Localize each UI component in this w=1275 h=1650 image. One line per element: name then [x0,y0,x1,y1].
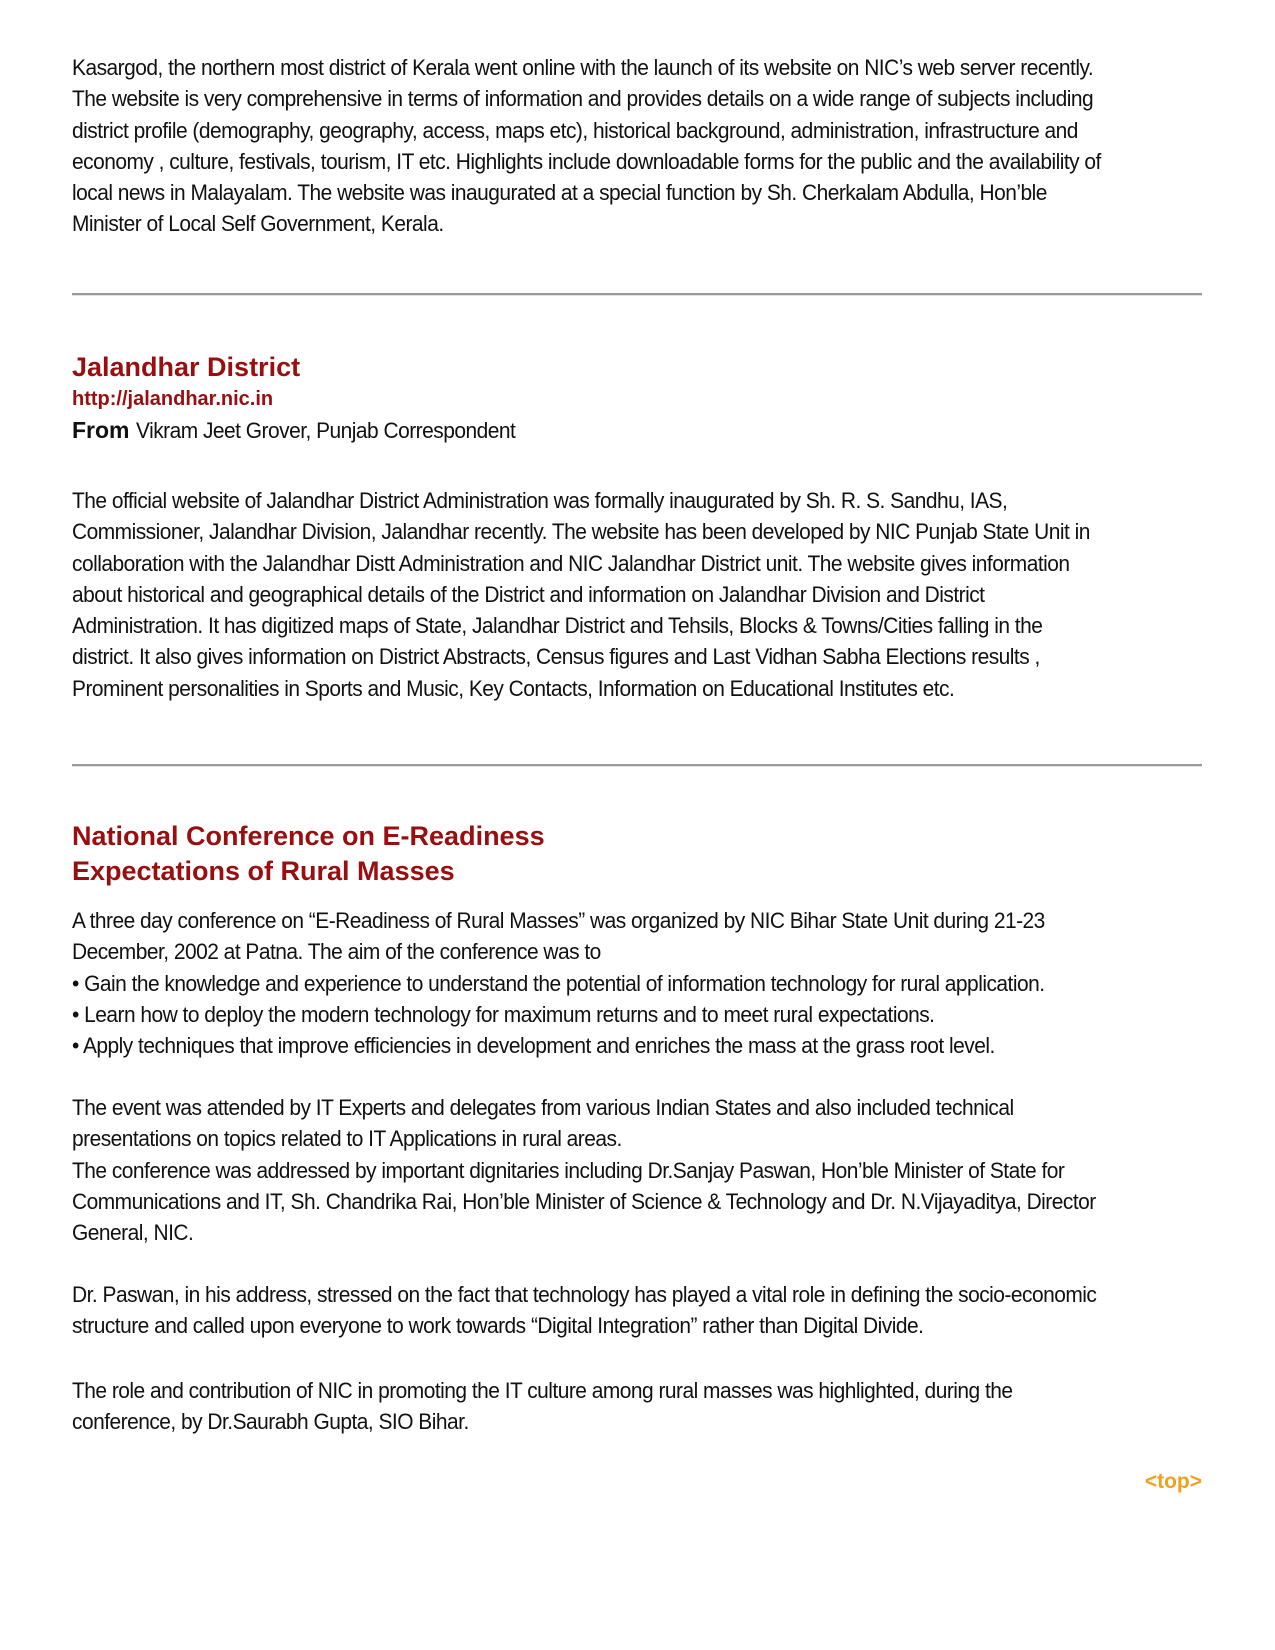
paragraph-line: A three day conference on “E-Readiness of Rural Masses” was organized by NIC Bihar State Unit during 21-23 [72,908,1045,933]
kasargod-paragraph [72,52,1202,240]
conference-intro-paragraph [72,905,1202,1061]
paragraph-line: The website is very comprehensive in terms of information and provides details on a wide range of subjects including [72,86,1094,112]
conference-event-paragraph [72,1092,1202,1248]
paragraph-line: economy , culture, festivals, tourism, IT etc. Highlights include downloadable forms for the public and the availability of [72,148,1101,174]
paragraph-line: The conference was addressed by important dignitaries including Dr.Sanjay Paswan, Hon’ble Minister of State for [72,1157,1065,1183]
from-label: From [72,417,130,443]
jalandhar-paragraph [72,485,1202,704]
paragraph-line: local news in Malayalam. The website was inaugurated at a special function by Sh. Cherkalam Abdulla, Hon’ble [72,180,1047,206]
nic-role-paragraph [72,1375,1202,1438]
author-name: Vikram Jeet Grover, Punjab Correspondent [135,418,516,443]
paragraph-line: The event was attended by IT Experts and delegates from various Indian States and also included technical [72,1095,1014,1120]
jalandhar-byline [72,415,544,446]
paragraph-line: Prominent personalities in Sports and Music, Key Contacts, Information on Educational Institutes etc. [72,675,955,701]
bullet-item: • Apply techniques that improve efficiencies in development and enriches the mass at the grass root level. [72,1033,995,1059]
paragraph-line: The official website of Jalandhar District Administration was formally inaugurated by Sh. R. S. Sandhu, IAS, [72,488,1008,513]
section-divider [72,764,1202,767]
jalandhar-url-link[interactable]: http://jalandhar.nic.in [72,388,274,410]
paragraph-line: presentations on topics related to IT Applications in rural areas. [72,1126,622,1152]
paragraph-line: collaboration with the Jalandhar Distt Administration and NIC Jalandhar District unit. The website gives information [72,550,1070,576]
paragraph-line: Kasargod, the northern most district of Kerala went online with the launch of its website on NIC’s web server recently. [72,55,1094,80]
paragraph-line: conference, by Dr.Saurabh Gupta, SIO Bihar. [72,1409,469,1435]
conference-title-line2: Expectations of Rural Masses [72,856,455,886]
paragraph-line: General, NIC. [72,1220,194,1246]
paragraph-line: December, 2002 at Patna. The aim of the conference was to [72,939,601,965]
paragraph-line: Administration. It has digitized maps of State, Jalandhar District and Tehsils, Blocks & Towns/Cities falling in the [72,613,1043,639]
paragraph-line: Communications and IT, Sh. Chandrika Rai, Hon’ble Minister of Science & Technology and Dr. N.Vijayaditya, Director [72,1188,1096,1214]
paragraph-line: district. It also gives information on District Abstracts, Census figures and Last Vidhan Sabha Elections results , [72,644,1040,670]
conference-title-line1: National Conference on E-Readiness [72,821,545,851]
paragraph-line: structure and called upon everyone to work towards “Digital Integration” rather than Digital Divide. [72,1313,924,1339]
back-to-top-link[interactable]: <top> [1144,1470,1202,1493]
paragraph-line: Dr. Paswan, in his address, stressed on the fact that technology has played a vital role in defining the socio-economic [72,1282,1097,1307]
paragraph-line: about historical and geographical details of the District and information on Jalandhar Division and District [72,581,985,607]
paragraph-line: The role and contribution of NIC in promoting the IT culture among rural masses was highlighted, during the [72,1378,1013,1403]
bullet-item: • Gain the knowledge and experience to understand the potential of information technology for rural application. [72,970,1045,996]
paragraph-line: district profile (demography, geography, access, maps etc), historical background, administration, infrastructure and [72,117,1078,143]
section-divider [72,293,1202,296]
jalandhar-title: Jalandhar District [72,352,301,382]
bullet-item: • Learn how to deploy the modern technology for maximum returns and to meet rural expectations. [72,1001,935,1027]
paragraph-line: Minister of Local Self Government, Kerala. [72,211,444,237]
paragraph-line: Commissioner, Jalandhar Division, Jalandhar recently. The website has been developed by NIC Punjab State Unit in [72,519,1090,545]
paswan-paragraph [72,1279,1202,1342]
